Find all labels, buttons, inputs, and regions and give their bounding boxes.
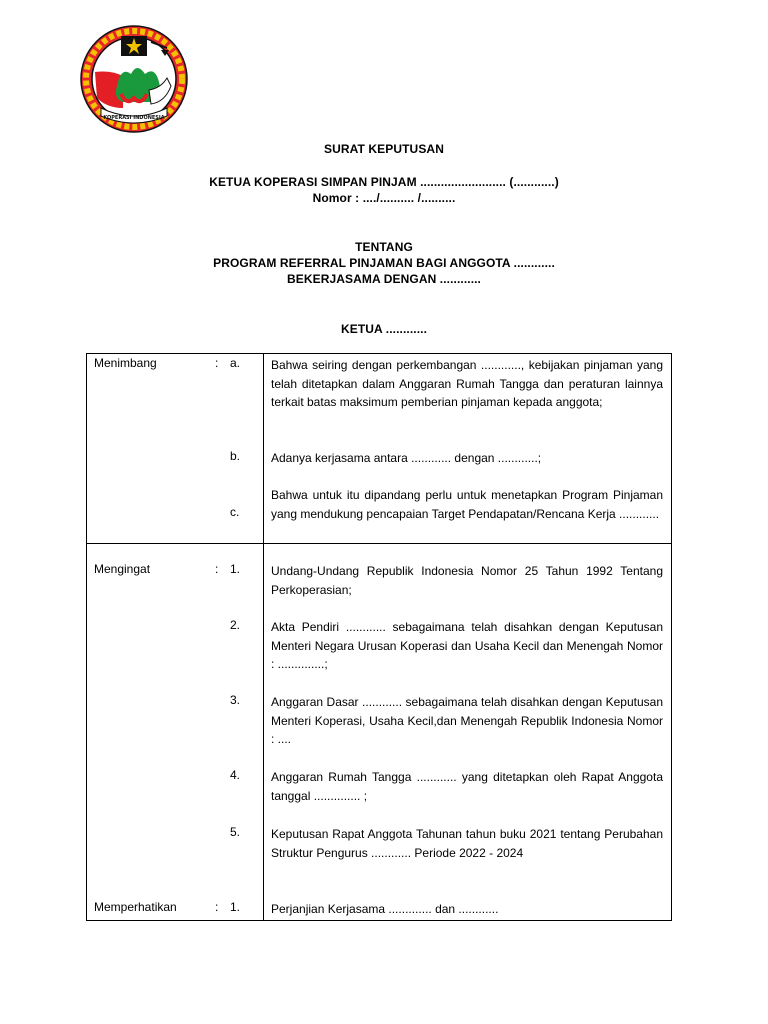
item-marker: 5.: [230, 825, 241, 839]
item-marker: 4.: [230, 768, 241, 782]
list-item: Bahwa untuk itu dipandang perlu untuk menetapkan Program Pinjaman yang mendukung pencapaian Target Pendapatan/Rencana Kerja ............: [271, 488, 663, 521]
section-label: Mengingat: [94, 562, 151, 576]
decision-table: [86, 353, 672, 921]
svg-text:KOPERASI INDONESIA: KOPERASI INDONESIA: [103, 115, 165, 121]
list-item: Adanya kerjasama antara ............ dengan ............;: [271, 451, 542, 465]
item-marker: 3.: [230, 693, 241, 707]
colon-cell: :: [211, 354, 225, 544]
subject-block: [0, 239, 768, 287]
item-marker: 1.: [230, 900, 241, 914]
subject-line-2: BEKERJASAMA DENGAN ............: [286, 272, 481, 286]
tentang-heading: TENTANG: [355, 240, 413, 254]
section-mengingat: [87, 544, 672, 921]
koperasi-indonesia-logo: [71, 24, 197, 134]
item-marker: c.: [230, 505, 240, 519]
marker-cell: [225, 544, 264, 921]
section-menimbang: [87, 354, 672, 544]
subject-line-1: PROGRAM REFERRAL PINJAMAN BAGI ANGGOTA ............: [213, 256, 555, 270]
list-item: Akta Pendiri ............ sebagaimana telah disahkan dengan Keputusan Menteri Negara Urusan Koperasi dan Usaha Kecil dan Menengah Nomor : ..............;: [271, 620, 663, 672]
issuer-block: [0, 174, 768, 206]
ketua-block: [0, 321, 768, 337]
content-cell: [264, 354, 672, 544]
section-label: Menimbang: [94, 356, 157, 370]
colon-cell: : :: [211, 544, 225, 921]
document-number: Nomor : ..../.......... /..........: [312, 191, 456, 205]
document-title: SURAT KEPUTUSAN: [324, 142, 444, 156]
section-label-cell: [87, 544, 212, 921]
item-marker: a.: [230, 356, 241, 370]
marker-cell: [225, 354, 264, 544]
list-item: Perjanjian Kerjasama ............. dan ............: [271, 902, 499, 916]
list-item: Undang-Undang Republik Indonesia Nomor 25 Tahun 1992 Tentang Perkoperasian;: [271, 564, 663, 597]
item-marker: 1.: [230, 562, 241, 576]
item-marker: 2.: [230, 618, 241, 632]
ketua-heading: KETUA ............: [340, 322, 428, 336]
section-label: Memperhatikan: [94, 900, 177, 914]
section-label-cell: [87, 354, 212, 544]
list-item: Bahwa seiring dengan perkembangan ............, kebijakan pinjaman yang telah ditetapkan dalam Anggaran Rumah Tangga dan peraturan lainnya terkait batas maksimum pemberian pinjaman kepada anggota;: [271, 358, 663, 410]
issuer-line: KETUA KOPERASI SIMPAN PINJAM ......................... (............): [209, 175, 559, 189]
koperasi-emblem-icon: [71, 24, 197, 134]
list-item: Anggaran Dasar ............ sebagaimana telah disahkan dengan Keputusan Menteri Koperasi, Usaha Kecil,dan Menengah Republik Indonesia Nomor : ....: [271, 695, 663, 747]
document-header: [0, 141, 768, 157]
item-marker: b.: [230, 449, 241, 463]
list-item: Anggaran Rumah Tangga ............ yang ditetapkan oleh Rapat Anggota tanggal .............. ;: [271, 770, 663, 803]
content-cell: [264, 544, 672, 921]
list-item: Keputusan Rapat Anggota Tahunan tahun buku 2021 tentang Perubahan Struktur Pengurus ............ Periode 2022 - 2024: [271, 827, 663, 860]
